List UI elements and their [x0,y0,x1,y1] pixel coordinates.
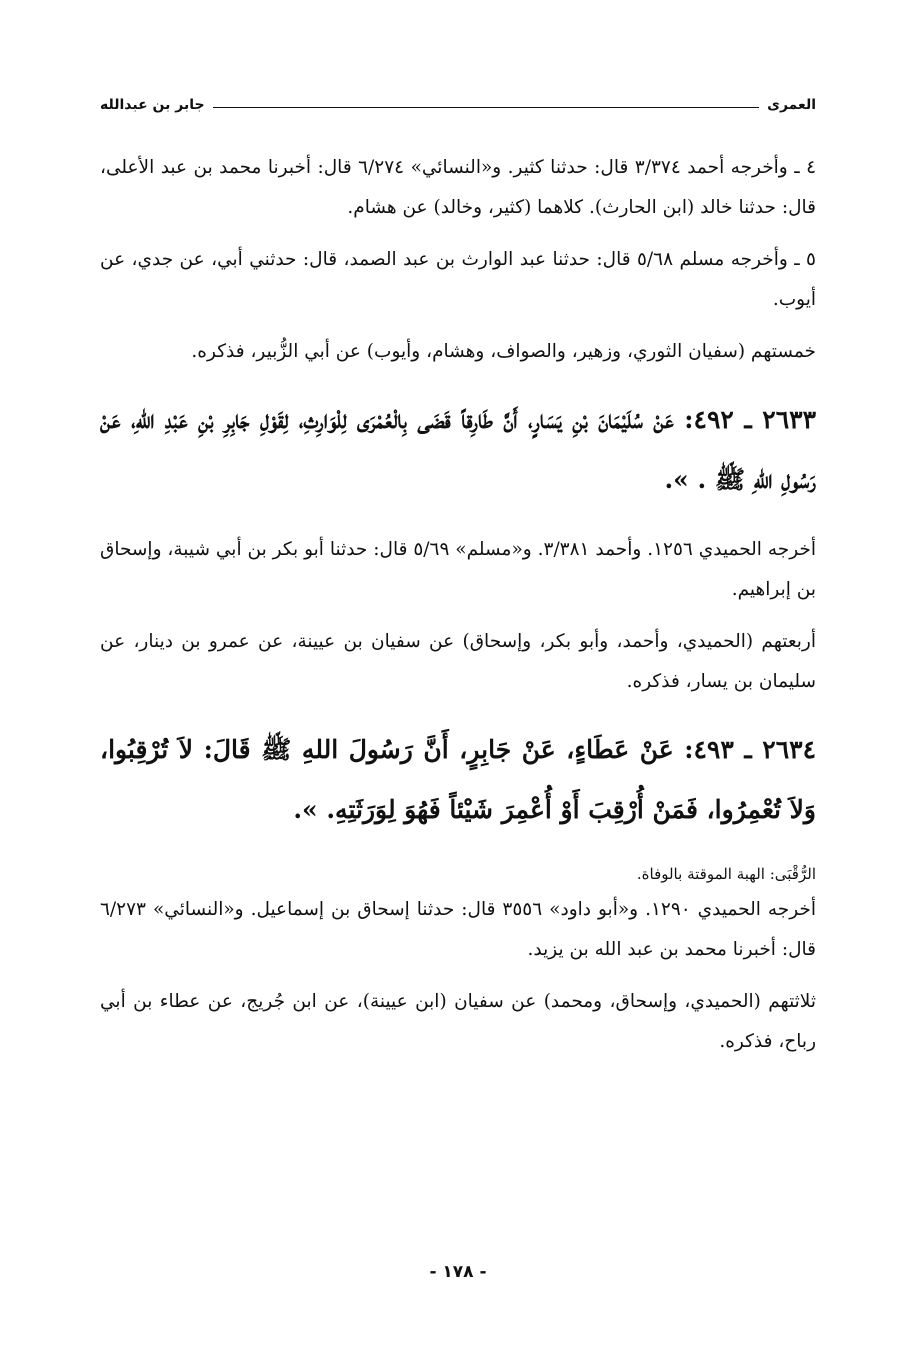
page-body [100,148,816,1074]
takhrij-paragraph: ٤ ـ وأخرجه أحمد ٣/٣٧٤ قال: حدثنا كثير. و«النسائي» ٦/٢٧٤ قال: أخبرنا محمد بن عبد الأعلى، قال: حدثنا خالد (ابن الحارث). كلاهما (كثير، وخالد) عن هشام. [100,157,817,218]
takhrij-paragraph: أخرجه الحميدي ١٢٩٠. و«أبو داود» ٣٥٥٦ قال: حدثنا إسحاق بن إسماعيل. و«النسائي» ٦/٢٧٣ قال: أخبرنا محمد بن عبد الله بن يزيد. [100,899,816,960]
summary-paragraph: خمستهم (سفيان الثوري، وزهير، والصواف، وهشام، وأيوب) عن أبي الزُّبير، فذكره. [191,341,816,362]
hadith-text: ٢٦٣٤ ـ ٤٩٣: عَنْ عَطَاءٍ، عَنْ جَابِرٍ، أَنَّ رَسُولَ اللهِ ﷺ قَالَ: لاَ تُرْقِبُوا، وَلاَ تُعْمِرُوا، فَمَنْ أُرْقِبَ أَوْ أُعْمِرَ شَيْئاً فَهُوَ لِوَرَثَتِهِ. ». [100,735,816,824]
header-chapter-title: العمرى [767,97,816,113]
page-number: - ١٧٨ - [429,1262,487,1282]
header-book-title: جابر بن عبدالله [100,97,205,113]
takhrij-paragraph: أخرجه الحميدي ١٢٥٦. وأحمد ٣/٣٨١. و«مسلم» ٥/٦٩ قال: حدثنا أبو بكر بن أبي شيبة، وإسحاق بن إبراهيم. [100,539,816,600]
summary-paragraph: ثلاثتهم (الحميدي، وإسحاق، ومحمد) عن سفيان (ابن عيينة)، عن ابن جُريج، عن عطاء بن أبي رباح، فذكره. [100,991,816,1052]
word-gloss: الرُّقْبَى: الهبة الموقتة بالوفاة. [636,865,816,883]
takhrij-paragraph: ٥ ـ وأخرجه مسلم ٥/٦٨ قال: حدثنا عبد الوارث بن عبد الصمد، قال: حدثني أبي، عن جدي، عن أيوب. [100,249,816,310]
hadith-text: ٢٦٣٣ ـ ٤٩٢: عَنْ سُلَيْمَانَ بْنِ يَسَارٍ، أَنَّ طَارِقاً قَضَى بِالْعُمْرَى لِلْوَارِثِ، لِقَوْلِ جَابِرِ بْنِ عَبْدِ اللهِ، عَنْ رَسُولِ اللهِ ﷺ . ». [100,405,816,494]
summary-paragraph: أربعتهم (الحميدي، وأحمد، وأبو بكر، وإسحاق) عن سفيان بن عيينة، عن عمرو بن دينار، عن سليمان بن يسار، فذكره. [100,631,816,692]
running-header [100,92,816,118]
header-rule [213,107,760,108]
